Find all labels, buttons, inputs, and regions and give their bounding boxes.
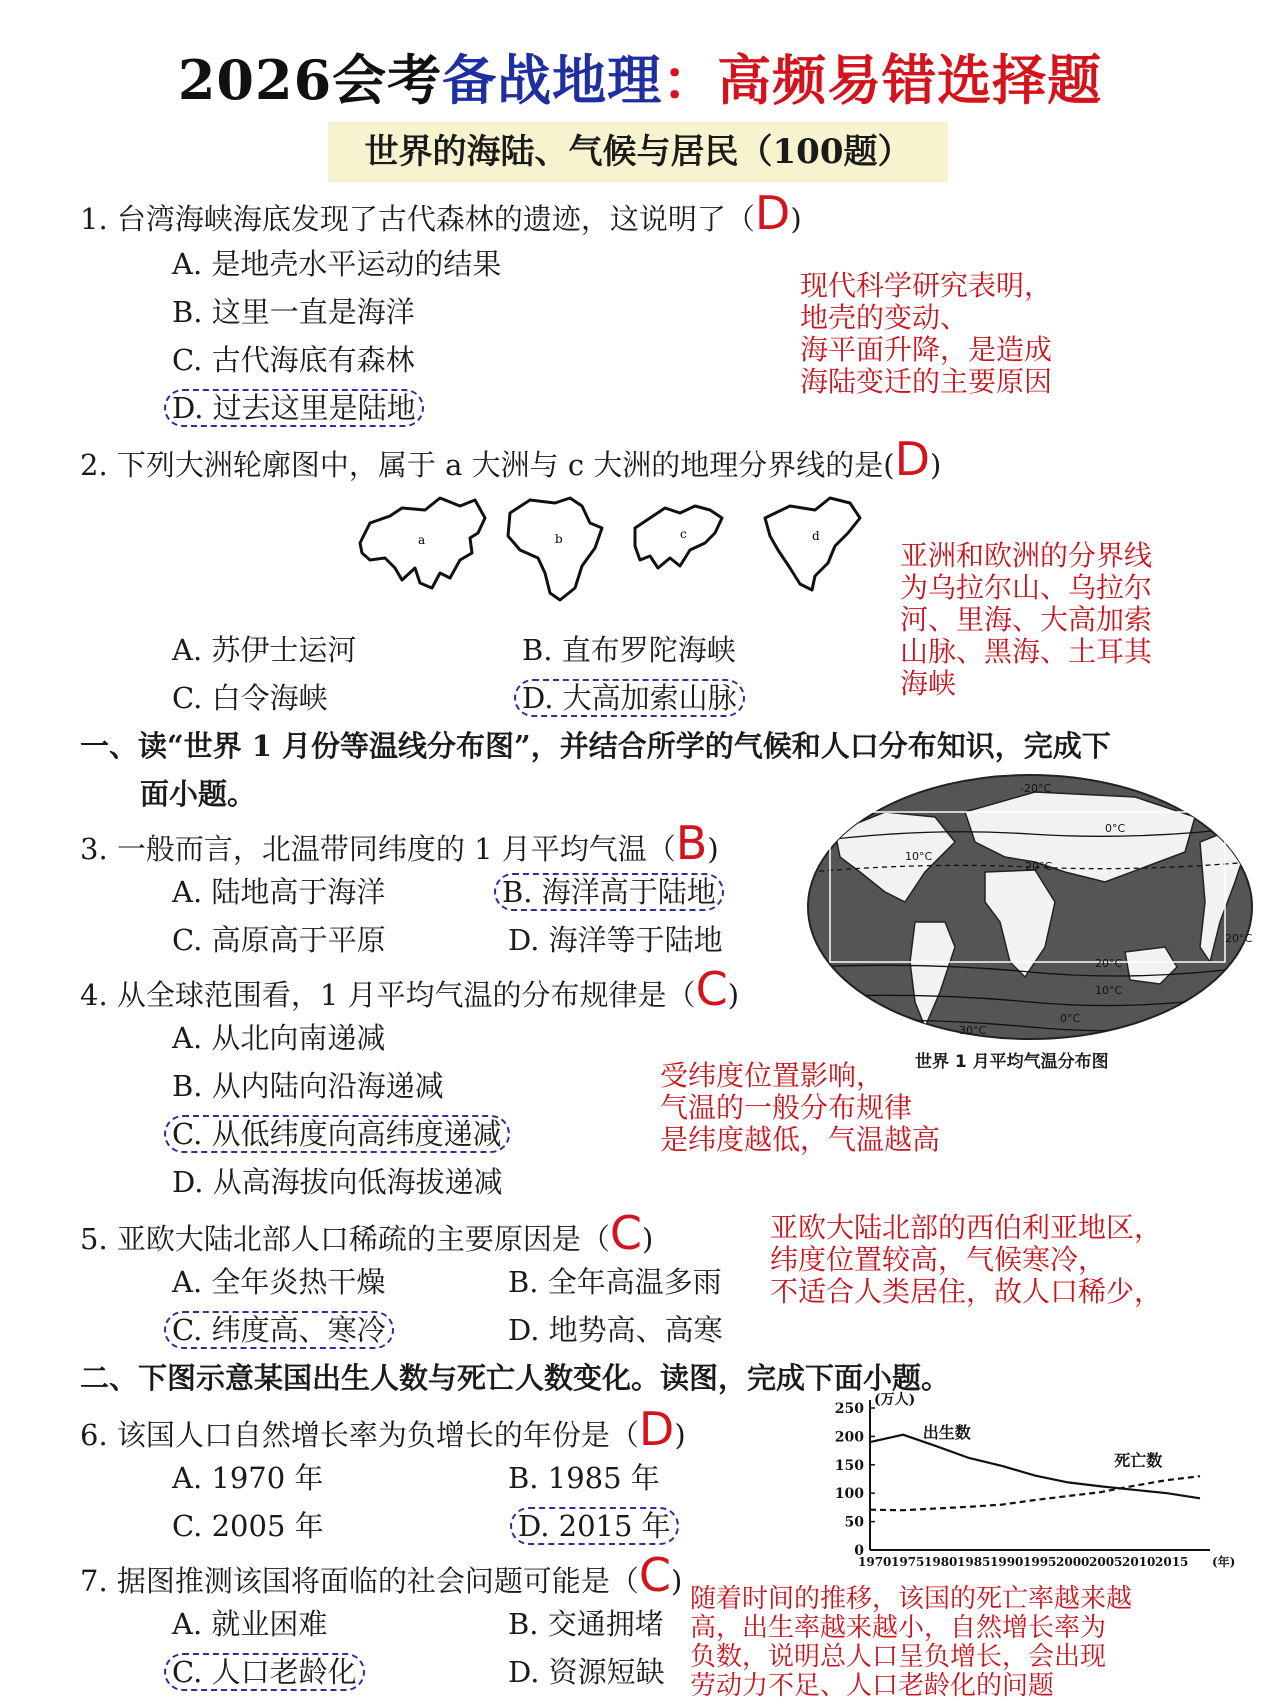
question-1-option-c[interactable]: C. 古代海底有森林 [172,343,415,377]
question-7-selected-option: C. 人口老龄化 [164,1653,365,1691]
question-1-stem: 1. 台湾海峡海底发现了古代森林的遗迹，这说明了（ [80,202,755,236]
question-1-option-d[interactable] [172,386,424,427]
question-7-note: 随着时间的推移，该国的死亡率越来越 高，出生率越来越小，自然增长率为 负数，说明总人口呈负增长，会出现 劳动力不足、人口老龄化的问题 [690,1584,1133,1701]
question-3-stem: 3. 一般而言，北温带同纬度的 1 月平均气温（ [80,832,676,866]
question-5-note: 亚欧大陆北部的西伯利亚地区， 纬度位置较高，气候寒冷， 不适合人类居住，故人口稀少， [770,1211,1163,1308]
chart-x-tick-label-7: 2005 [1089,1555,1123,1569]
chart-x-tick-label-4: 1990 [990,1555,1024,1569]
question-4-option-c[interactable] [172,1112,510,1153]
question-2-option-a[interactable]: A. 苏伊士运河 [172,633,357,667]
section-1-line-2: 面小题。 [140,777,257,811]
question-7-stem: 7. 据图推测该国将面临的社会问题可能是（ [80,1564,639,1598]
isotherm-label-2: 0°C [1105,822,1126,835]
question-7 [80,1548,683,1602]
chart-x-tick-label-1: 1975 [891,1555,925,1569]
question-3-option-d[interactable]: D. 海洋等于陆地 [508,923,723,957]
chart-x-axis-label: (年) [1212,1555,1236,1569]
question-7-option-d[interactable]: D. 资源短缺 [508,1655,665,1689]
question-2-close: ) [930,448,942,482]
question-5-stem: 5. 亚欧大陆北部人口稀疏的主要原因是（ [80,1222,610,1256]
title-part-1: 2026会考 [177,48,443,112]
question-4-stem: 4. 从全球范围看，1 月平均气温的分布规律是（ [80,978,696,1012]
isotherm-label-8: -30°C [955,1024,987,1037]
page-title [0,38,1280,115]
question-2-selected-option: D. 大高加索山脉 [514,679,745,717]
question-6-stem: 6. 该国人口自然增长率为负增长的年份是（ [80,1418,639,1452]
chart-y-tick-label-3: 150 [834,1457,864,1474]
question-3-answer: B [675,816,708,870]
question-4-answer: C [695,962,728,1016]
question-6-answer: D [638,1402,675,1456]
question-3-close: ) [707,832,719,866]
question-1-note: 现代科学研究表明， 地壳的变动、 海平面升降，是造成 海陆变迁的主要原因 [800,269,1053,398]
question-2-note: 亚洲和欧洲的分界线 为乌拉尔山、乌拉尔 河、里海、大高加索 山脉、黑海、土耳其 海峡 [900,539,1153,700]
question-5 [80,1206,654,1260]
page-subtitle: 世界的海陆、气候与居民（100题） [328,122,948,182]
isotherm-label-9: 20°C [1225,932,1253,945]
question-1-close: ) [790,202,802,236]
question-6-option-d[interactable] [518,1504,679,1545]
question-2-option-c[interactable]: C. 白令海峡 [172,681,328,715]
question-1 [80,186,802,240]
question-7-answer: C [638,1548,672,1602]
chart-y-tick-label-2: 100 [834,1486,864,1503]
chart-series-line-1 [870,1476,1200,1510]
question-6-option-c[interactable]: C. 2005 年 [172,1509,324,1543]
question-4-selected-option: C. 从低纬度向高纬度递减 [164,1115,510,1153]
isotherm-label-6: 10°C [1095,984,1123,997]
question-6-option-b[interactable]: B. 1985 年 [508,1461,660,1495]
question-3-option-a[interactable]: A. 陆地高于海洋 [172,875,386,909]
chart-x-tick-label-3: 1985 [957,1555,991,1569]
question-5-close: ) [642,1222,654,1256]
world-temperature-map [805,772,1255,1072]
chart-y-axis-label: (万人) [874,1392,916,1408]
question-4-option-d[interactable]: D. 从高海拔向低海拔递减 [172,1165,503,1199]
isotherm-label-4: 20°C [1025,860,1053,873]
continent-label-a: a [418,533,426,547]
question-7-option-c[interactable] [172,1650,365,1691]
continent-b-outline [508,498,602,600]
chart-x-tick-label-6: 2000 [1056,1555,1090,1569]
question-1-option-b[interactable]: B. 这里一直是海洋 [172,295,415,329]
question-5-option-c[interactable] [172,1308,394,1349]
question-4 [80,962,740,1016]
question-4-close: ) [727,978,740,1012]
chart-y-tick-label-4: 200 [834,1429,864,1446]
question-1-option-a[interactable]: A. 是地壳水平运动的结果 [172,247,502,281]
question-2-option-d[interactable] [522,676,745,717]
question-1-selected-option: D. 过去这里是陆地 [164,389,424,427]
chart-x-tick-label-8: 2010 [1122,1555,1156,1569]
question-7-option-a[interactable]: A. 就业困难 [172,1607,328,1641]
question-7-close: ) [671,1564,683,1598]
question-4-option-a[interactable]: A. 从北向南递减 [172,1021,386,1055]
chart-x-tick-label-2: 1980 [924,1555,958,1569]
question-3-selected-option: B. 海洋高于陆地 [494,873,724,911]
section-1-line-1: 一、读“世界 1 月份等温线分布图”，并结合所学的气候和人口分布知识，完成下 [80,729,1111,763]
question-5-selected-option: C. 纬度高、寒冷 [164,1311,394,1349]
question-6-selected-option: D. 2015 年 [510,1507,679,1545]
question-4-option-b[interactable]: B. 从内陆向沿海递减 [172,1069,444,1103]
question-3-option-c[interactable]: C. 高原高于平原 [172,923,386,957]
continent-outlines-figure [350,488,890,608]
chart-series-label-deaths: 死亡数 [1114,1451,1163,1471]
question-6-close: ) [674,1418,686,1452]
chart-y-tick-label-0: 0 [854,1543,864,1559]
question-3-option-b[interactable] [502,870,724,911]
section-2-line-1: 二、下图示意某国出生人数与死亡人数变化。读图，完成下面小题。 [80,1361,951,1395]
isotherm-label-7: 0°C [1060,1012,1081,1025]
isotherm-label-5: 20°C [1095,957,1123,970]
chart-x-tick-label-9: 2015 [1155,1555,1189,1569]
question-7-option-b[interactable]: B. 交通拥堵 [508,1607,664,1641]
continent-label-d: d [812,529,820,543]
question-5-option-d[interactable]: D. 地势高、高寒 [508,1313,723,1347]
chart-x-tick-label-0: 1970 [858,1555,892,1569]
continent-label-c: c [680,527,687,541]
question-5-option-b[interactable]: B. 全年高温多雨 [508,1265,722,1299]
continent-label-b: b [555,532,563,546]
continent-d-outline [765,498,860,590]
question-2-answer: D [894,432,931,486]
question-5-option-a[interactable]: A. 全年炎热干燥 [172,1265,386,1299]
chart-y-tick-label-1: 50 [844,1514,864,1531]
chart-x-tick-label-5: 1995 [1023,1555,1057,1569]
isotherm-label-3: 10°C [905,850,933,863]
question-3 [80,816,719,870]
title-part-3: ：高频易错选择题 [662,48,1103,112]
question-2-option-b[interactable]: B. 直布罗陀海峡 [522,633,736,667]
question-2-stem: 2. 下列大洲轮廓图中，属于 a 大洲与 c 大洲的地理分界线的是( [80,448,895,482]
continent-c-outline [635,506,722,568]
question-1-answer: D [754,186,791,240]
map-caption: 世界 1 月平均气温分布图 [915,1052,1109,1072]
isotherm-label-1: -20°C [1020,782,1052,795]
title-part-2: 备战地理 [442,48,663,112]
question-6-option-a[interactable]: A. 1970 年 [172,1461,324,1495]
question-6 [80,1402,686,1456]
question-2 [80,432,942,486]
population-chart [830,1390,1250,1580]
chart-series-label-births: 出生数 [922,1423,971,1443]
chart-y-tick-label-5: 250 [834,1401,864,1417]
question-5-answer: C [609,1206,643,1260]
question-4-note: 受纬度位置影响， 气温的一般分布规律 是纬度越低，气温越高 [660,1059,941,1156]
